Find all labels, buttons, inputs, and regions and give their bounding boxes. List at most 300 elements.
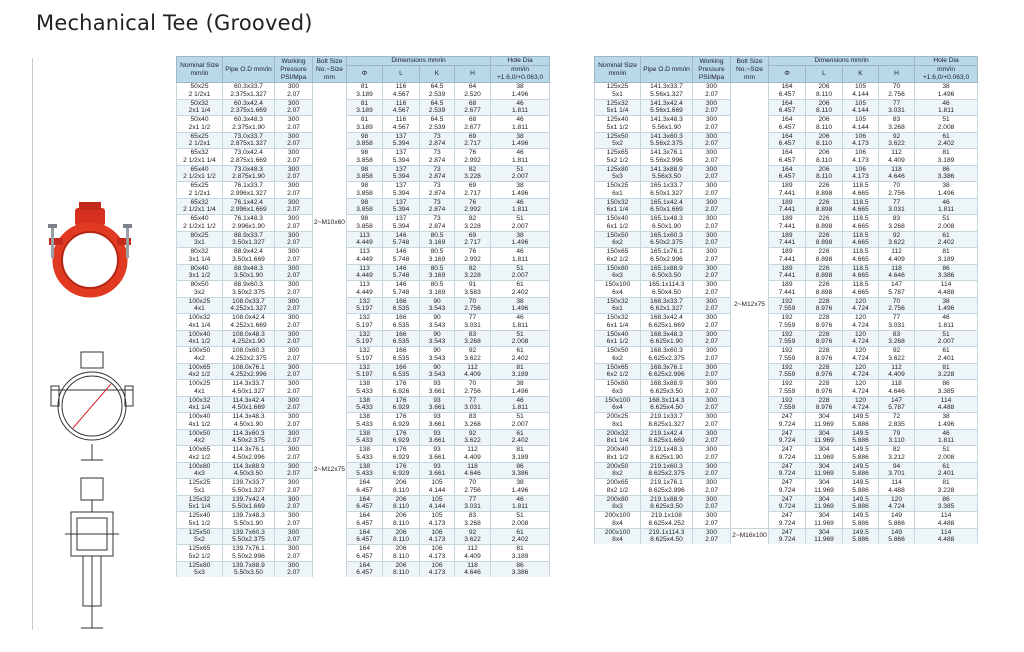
table-row	[177, 314, 550, 322]
pipe-od-cell: 108.0x60.3	[223, 347, 275, 355]
hole-dia-cell: 51	[491, 165, 550, 173]
pressure-cell: 2.07	[693, 305, 731, 313]
phi-cell: 138	[347, 380, 383, 388]
l-cell: 8.898	[806, 256, 843, 264]
h-cell: 77	[879, 314, 915, 322]
pressure-cell: 300	[275, 528, 313, 536]
l-cell: 206	[806, 132, 843, 140]
pressure-cell: 300	[275, 132, 313, 140]
pressure-cell: 2.07	[275, 206, 313, 214]
hole-dia-cell: 46	[491, 198, 550, 206]
hole-dia-cell: 3.386	[491, 569, 550, 577]
h-cell: 70	[455, 380, 491, 388]
l-cell: 176	[383, 446, 420, 454]
hole-dia-cell: 2.008	[915, 454, 978, 462]
h-cell: 118	[879, 165, 915, 173]
pipe-od-cell: 8.625x1.90	[641, 454, 693, 462]
pipe-od-cell: 219.1x42.4	[641, 429, 693, 437]
h-cell: 112	[879, 363, 915, 371]
nominal-size-cell: 50x32	[177, 99, 223, 107]
k-cell: 90	[420, 330, 455, 338]
table-row	[595, 206, 978, 214]
pressure-cell: 300	[693, 528, 731, 536]
phi-cell: 5.433	[347, 470, 383, 478]
phi-cell: 247	[769, 429, 806, 437]
l-cell: 8.898	[806, 206, 843, 214]
hole-dia-cell: 51	[491, 215, 550, 223]
bolt-size-cell: 2~M10x60	[313, 83, 347, 364]
table-row	[177, 107, 550, 115]
hole-dia-cell: 51	[491, 512, 550, 520]
k-cell: 118.5	[843, 281, 879, 289]
pressure-cell: 2.07	[275, 355, 313, 363]
l-cell: 304	[806, 528, 843, 536]
nominal-size-cell: 5x1 1/2	[177, 520, 223, 528]
phi-cell: 98	[347, 198, 383, 206]
pressure-cell: 300	[275, 347, 313, 355]
nominal-size-cell: 6x1	[595, 305, 641, 313]
l-cell: 206	[383, 545, 420, 553]
table-row	[595, 338, 978, 346]
nominal-size-cell: 100x40	[177, 330, 223, 338]
pressure-cell: 2.07	[693, 503, 731, 511]
nominal-size-cell: 8x1	[595, 421, 641, 429]
k-cell: 73	[420, 198, 455, 206]
product-illustrations	[33, 58, 169, 630]
hole-dia-cell: 114	[915, 396, 978, 404]
l-cell: 304	[806, 512, 843, 520]
l-cell: 226	[806, 231, 843, 239]
hole-dia-cell: 2.008	[915, 223, 978, 231]
pressure-cell: 2.07	[275, 487, 313, 495]
hole-dia-cell: 1.496	[491, 487, 550, 495]
l-cell: 11.969	[806, 536, 843, 544]
nominal-size-cell: 4x1 1/4	[177, 404, 223, 412]
table-row	[177, 272, 550, 280]
l-cell: 4.567	[383, 107, 420, 115]
nominal-size-cell: 6x2	[595, 355, 641, 363]
nominal-size-cell: 100x65	[177, 363, 223, 371]
h-cell: 3.268	[879, 124, 915, 132]
k-cell: 3.169	[420, 256, 455, 264]
phi-cell: 164	[347, 561, 383, 569]
h-cell: 3.622	[455, 536, 491, 544]
table-row	[177, 487, 550, 495]
phi-cell: 3.189	[347, 124, 383, 132]
pressure-cell: 300	[693, 330, 731, 338]
k-cell: 3.543	[420, 355, 455, 363]
table-row	[177, 289, 550, 297]
h-cell: 2.717	[455, 140, 491, 148]
phi-cell: 192	[769, 347, 806, 355]
pipe-od-cell: 219.1x108	[641, 512, 693, 520]
l-cell: 304	[806, 479, 843, 487]
phi-cell: 98	[347, 149, 383, 157]
nominal-size-cell: 150x25	[595, 182, 641, 190]
l-cell: 11.969	[806, 487, 843, 495]
pressure-cell: 300	[275, 83, 313, 91]
h-cell: 2.677	[455, 124, 491, 132]
pressure-cell: 2.07	[275, 190, 313, 198]
hole-dia-cell: 38	[915, 182, 978, 190]
k-cell: 118.5	[843, 231, 879, 239]
pressure-cell: 2.07	[275, 437, 313, 445]
phi-cell: 247	[769, 512, 806, 520]
nominal-size-cell: 6x3	[595, 388, 641, 396]
table-row	[177, 173, 550, 181]
hole-dia-cell: 61	[491, 429, 550, 437]
header-k: K	[420, 66, 455, 83]
l-cell: 304	[806, 413, 843, 421]
l-cell: 8.110	[806, 107, 843, 115]
l-cell: 8.976	[806, 404, 843, 412]
pipe-od-cell: 8.625x2.375	[641, 470, 693, 478]
l-cell: 176	[383, 462, 420, 470]
phi-cell: 164	[769, 99, 806, 107]
nominal-size-cell: 4x1 1/2	[177, 421, 223, 429]
header-h: H	[879, 66, 915, 83]
l-cell: 5.394	[383, 173, 420, 181]
header-hole-dia: Hole Dia	[915, 57, 978, 66]
pressure-cell: 2.07	[693, 421, 731, 429]
h-cell: 2.756	[455, 388, 491, 396]
l-cell: 206	[383, 479, 420, 487]
nominal-size-cell: 4x2	[177, 355, 223, 363]
nominal-size-cell: 2 1/2x1 1/4	[177, 157, 223, 165]
nominal-size-cell: 5x2 1/2	[595, 157, 641, 165]
l-cell: 11.969	[806, 437, 843, 445]
hole-dia-cell: 46	[491, 495, 550, 503]
phi-cell: 164	[347, 528, 383, 536]
nominal-size-cell: 150x50	[595, 347, 641, 355]
k-cell: 120	[843, 330, 879, 338]
pipe-od-cell: 5.56x1.327	[641, 91, 693, 99]
l-cell: 137	[383, 182, 420, 190]
k-cell: 4.724	[843, 322, 879, 330]
k-cell: 3.661	[420, 404, 455, 412]
pressure-cell: 300	[275, 495, 313, 503]
pressure-cell: 300	[275, 380, 313, 388]
hole-dia-cell: 81	[491, 446, 550, 454]
hole-dia-cell: 81	[915, 149, 978, 157]
hole-dia-cell: 2.008	[491, 338, 550, 346]
table-row	[177, 190, 550, 198]
nominal-size-cell: 65x40	[177, 215, 223, 223]
l-cell: 206	[383, 528, 420, 536]
pipe-od-cell: 6.625x2.996	[641, 371, 693, 379]
pipe-od-cell: 168.3x42.4	[641, 314, 693, 322]
pipe-od-cell: 108.0x48.3	[223, 330, 275, 338]
k-cell: 4.173	[420, 520, 455, 528]
phi-cell: 247	[769, 479, 806, 487]
nominal-size-cell: 125x80	[595, 165, 641, 173]
l-cell: 146	[383, 231, 420, 239]
nominal-size-cell: 200x50	[595, 462, 641, 470]
pressure-cell: 2.07	[275, 470, 313, 478]
pipe-od-cell: 168.3x48.3	[641, 330, 693, 338]
table-row	[595, 487, 978, 495]
pipe-od-cell: 114.3x88.9	[223, 462, 275, 470]
l-cell: 5.748	[383, 289, 420, 297]
k-cell: 106	[420, 561, 455, 569]
hole-dia-cell: 1.811	[491, 107, 550, 115]
table-row	[177, 446, 550, 454]
table-row	[177, 281, 550, 289]
hole-dia-cell: 2.007	[491, 272, 550, 280]
pipe-od-cell: 114.3x60.3	[223, 429, 275, 437]
table-row	[595, 446, 978, 454]
pipe-od-cell: 6.625x3.50	[641, 388, 693, 396]
pipe-od-cell: 88.9x42.4	[223, 248, 275, 256]
k-cell: 120	[843, 297, 879, 305]
h-cell: 77	[455, 314, 491, 322]
pressure-cell: 300	[693, 215, 731, 223]
hole-dia-cell: 61	[491, 528, 550, 536]
table-row	[177, 215, 550, 223]
table-row	[177, 371, 550, 379]
table-row	[595, 330, 978, 338]
nominal-size-cell: 125x65	[177, 545, 223, 553]
l-cell: 176	[383, 413, 420, 421]
k-cell: 3.543	[420, 371, 455, 379]
l-cell: 5.394	[383, 190, 420, 198]
hole-dia-cell: 4.488	[915, 536, 978, 544]
header-hole-dia: Hole Dia	[491, 57, 550, 66]
header-dimensions: Dimensions mm/in	[769, 57, 915, 66]
l-cell: 146	[383, 264, 420, 272]
table-row	[595, 421, 978, 429]
h-cell: 3.268	[455, 520, 491, 528]
h-cell: 2.992	[455, 206, 491, 214]
pressure-cell: 2.07	[693, 371, 731, 379]
pipe-od-cell: 168.3x88.9	[641, 380, 693, 388]
nominal-size-cell: 5x3	[595, 173, 641, 181]
phi-cell: 7.441	[769, 190, 806, 198]
pressure-cell: 300	[693, 83, 731, 91]
hole-dia-cell: 2.401	[915, 355, 978, 363]
h-cell: 149	[879, 512, 915, 520]
nominal-size-cell: 3x1	[177, 239, 223, 247]
k-cell: 4.144	[843, 124, 879, 132]
header-nominal-size: Nominal Size mm/in	[177, 57, 223, 83]
pressure-cell: 300	[693, 446, 731, 454]
hole-dia-cell: 38	[915, 413, 978, 421]
table-row	[595, 165, 978, 173]
phi-cell: 164	[769, 149, 806, 157]
hole-dia-cell: 46	[491, 248, 550, 256]
pipe-od-cell: 5.56x2.996	[641, 157, 693, 165]
pipe-od-cell: 4.252x2.375	[223, 355, 275, 363]
nominal-size-cell: 50x25	[177, 83, 223, 91]
pipe-od-cell: 165.1x42.4	[641, 198, 693, 206]
phi-cell: 138	[347, 413, 383, 421]
pipe-od-cell: 165.1x88.9	[641, 264, 693, 272]
table-row	[177, 495, 550, 503]
h-cell: 5.866	[879, 520, 915, 528]
hole-dia-cell: 4.488	[915, 404, 978, 412]
l-cell: 11.969	[806, 454, 843, 462]
pipe-od-cell: 108.0x42.4	[223, 314, 275, 322]
hole-dia-cell: 38	[491, 479, 550, 487]
h-cell: 2.756	[879, 190, 915, 198]
table-row	[595, 149, 978, 157]
phi-cell: 6.457	[769, 173, 806, 181]
nominal-size-cell: 8x1 1/2	[595, 454, 641, 462]
hole-dia-cell: 3.386	[915, 272, 978, 280]
header-dimensions: Dimensions mm/in	[347, 57, 491, 66]
table-1-body	[177, 83, 550, 578]
l-cell: 5.394	[383, 223, 420, 231]
table-row	[595, 437, 978, 445]
l-cell: 228	[806, 347, 843, 355]
pipe-od-cell: 4.252x2.996	[223, 371, 275, 379]
pressure-cell: 2.07	[693, 388, 731, 396]
pipe-od-cell: 5.56x3.50	[641, 173, 693, 181]
nominal-size-cell: 150x40	[595, 330, 641, 338]
hole-dia-cell: 1.496	[915, 421, 978, 429]
pressure-cell: 300	[275, 314, 313, 322]
pressure-cell: 300	[275, 248, 313, 256]
k-cell: 105	[420, 495, 455, 503]
phi-cell: 6.457	[769, 157, 806, 165]
phi-cell: 7.559	[769, 338, 806, 346]
hole-dia-cell: 114	[915, 528, 978, 536]
h-cell: 82	[455, 215, 491, 223]
pressure-cell: 300	[693, 479, 731, 487]
k-cell: 4.144	[420, 503, 455, 511]
table-row	[595, 495, 978, 503]
dimension-table-2	[594, 56, 978, 544]
pipe-od-cell: 4.50x3.50	[223, 470, 275, 478]
hole-dia-cell: 1.496	[491, 91, 550, 99]
h-cell: 4.409	[879, 157, 915, 165]
phi-cell: 9.724	[769, 421, 806, 429]
nominal-size-cell: 150x80	[595, 264, 641, 272]
pressure-cell: 300	[693, 231, 731, 239]
pipe-od-cell: 4.50x1.669	[223, 404, 275, 412]
table-row	[177, 512, 550, 520]
hole-dia-cell: 61	[915, 132, 978, 140]
pressure-cell: 300	[275, 429, 313, 437]
table-row	[595, 231, 978, 239]
table-row	[177, 404, 550, 412]
h-cell: 3.268	[879, 338, 915, 346]
table-row	[177, 124, 550, 132]
hole-dia-cell: 86	[491, 462, 550, 470]
table-row	[177, 223, 550, 231]
nominal-size-cell: 2 1/2x1	[177, 140, 223, 148]
pressure-cell: 300	[693, 396, 731, 404]
h-cell: 4.646	[879, 272, 915, 280]
nominal-size-cell: 65x40	[177, 165, 223, 173]
l-cell: 6.535	[383, 371, 420, 379]
h-cell: 3.031	[455, 503, 491, 511]
pipe-od-cell: 5.56x1.669	[641, 107, 693, 115]
pressure-cell: 300	[275, 446, 313, 454]
product-images-panel	[32, 58, 169, 630]
table-row	[595, 305, 978, 313]
pipe-od-cell: 4.252x1.327	[223, 305, 275, 313]
nominal-size-cell: 125x25	[177, 479, 223, 487]
header-bolt-size: Bolt Size No.~Size mm	[313, 57, 347, 83]
pressure-cell: 300	[275, 281, 313, 289]
k-cell: 3.169	[420, 239, 455, 247]
l-cell: 6.929	[383, 421, 420, 429]
l-cell: 8.976	[806, 322, 843, 330]
k-cell: 120	[843, 347, 879, 355]
table-row	[177, 198, 550, 206]
hole-dia-cell: 3.189	[491, 454, 550, 462]
l-cell: 8.976	[806, 355, 843, 363]
pressure-cell: 300	[693, 281, 731, 289]
phi-cell: 164	[769, 132, 806, 140]
k-cell: 4.724	[843, 371, 879, 379]
phi-cell: 164	[769, 165, 806, 173]
phi-cell: 7.441	[769, 256, 806, 264]
nominal-size-cell: 125x50	[595, 132, 641, 140]
pipe-od-cell: 139.7x76.1	[223, 545, 275, 553]
phi-cell: 3.858	[347, 223, 383, 231]
pipe-od-cell: 219.1x114.3	[641, 528, 693, 536]
table-row	[595, 413, 978, 421]
pipe-od-cell: 8.625x2.996	[641, 487, 693, 495]
k-cell: 4.144	[843, 91, 879, 99]
hole-dia-cell: 3.189	[491, 371, 550, 379]
k-cell: 3.661	[420, 388, 455, 396]
hole-dia-cell: 86	[915, 264, 978, 272]
pressure-cell: 300	[275, 462, 313, 470]
table-row	[595, 347, 978, 355]
h-cell: 70	[455, 297, 491, 305]
pipe-od-cell: 5.50x3.50	[223, 569, 275, 577]
phi-cell: 7.441	[769, 206, 806, 214]
l-cell: 5.394	[383, 140, 420, 148]
hole-dia-cell: 3.189	[491, 553, 550, 561]
l-cell: 228	[806, 330, 843, 338]
nominal-size-cell: 80x32	[177, 248, 223, 256]
pressure-cell: 2.07	[275, 569, 313, 577]
nominal-size-cell: 8x3	[595, 503, 641, 511]
table-row	[595, 454, 978, 462]
header-bolt-size: Bolt Size No.~Size mm	[731, 57, 769, 83]
table-row	[595, 396, 978, 404]
nominal-size-cell: 100x40	[177, 413, 223, 421]
h-cell: 4.646	[879, 173, 915, 181]
pressure-cell: 300	[275, 396, 313, 404]
k-cell: 149.5	[843, 495, 879, 503]
nominal-size-cell: 6x2	[595, 239, 641, 247]
hole-dia-cell: 2.008	[491, 520, 550, 528]
k-cell: 105	[843, 99, 879, 107]
l-cell: 8.976	[806, 338, 843, 346]
header-l: L	[383, 66, 420, 83]
h-cell: 112	[455, 545, 491, 553]
table-row	[177, 305, 550, 313]
h-cell: 76	[455, 248, 491, 256]
pipe-od-cell: 4.252x1.669	[223, 322, 275, 330]
hole-dia-cell: 1.811	[915, 437, 978, 445]
pressure-cell: 2.07	[275, 371, 313, 379]
pipe-od-cell: 8.625x1.327	[641, 421, 693, 429]
nominal-size-cell: 4x2 1/2	[177, 371, 223, 379]
phi-cell: 81	[347, 99, 383, 107]
phi-cell: 9.724	[769, 503, 806, 511]
l-cell: 137	[383, 132, 420, 140]
table-row	[177, 520, 550, 528]
phi-cell: 98	[347, 215, 383, 223]
h-cell: 77	[455, 495, 491, 503]
header-hole-tolerance: mm/in +1.6,0/+0.063,0	[491, 66, 550, 83]
